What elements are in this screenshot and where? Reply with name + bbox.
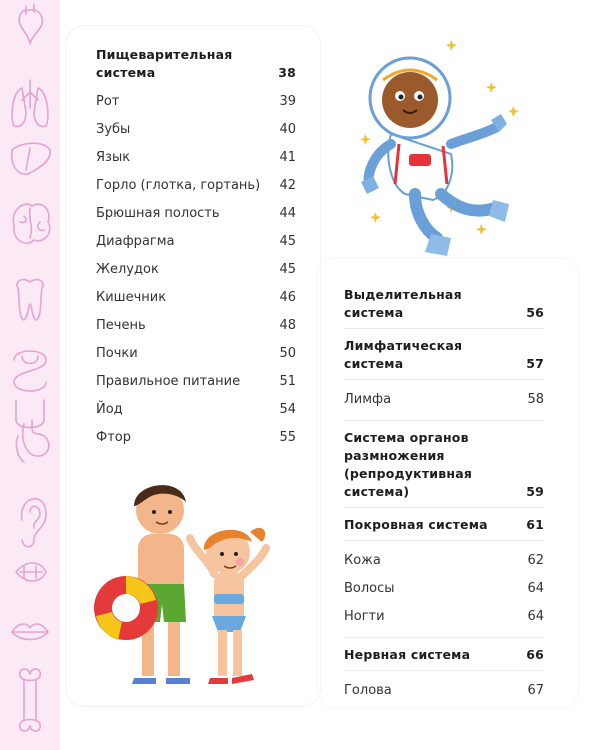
- intestine-icon: [14, 351, 46, 428]
- toc-item-title: Почки: [96, 346, 138, 361]
- toc-section-page: 59: [526, 484, 544, 499]
- toc-item-title: Йод: [96, 402, 123, 417]
- star-icon: [476, 224, 487, 235]
- toc-item[interactable]: [96, 144, 296, 172]
- toc-section-heading[interactable]: [344, 516, 544, 534]
- toc-item-page: 58: [527, 392, 544, 407]
- toc-item-title: Кожа: [344, 553, 381, 568]
- toc-item-title: Желудок: [96, 262, 159, 277]
- toc-item-page: 62: [527, 553, 544, 568]
- toc-section-title: Выделительная система: [344, 287, 462, 320]
- toc-item[interactable]: [344, 677, 544, 705]
- toc-section-title: Система органов размножения (репродуктивная система): [344, 430, 473, 499]
- toc-item-title: Ногти: [344, 609, 385, 624]
- toc-item-page: 51: [279, 374, 296, 389]
- toc-right-column: [344, 286, 544, 705]
- toc-item-title: Рот: [96, 94, 120, 109]
- lungs-icon: [12, 80, 48, 126]
- toc-item[interactable]: [96, 256, 296, 284]
- toc-section-heading[interactable]: [96, 46, 296, 82]
- toc-item-title: Печень: [96, 318, 146, 333]
- toc-section-heading[interactable]: [344, 646, 544, 664]
- toc-item[interactable]: [344, 386, 544, 414]
- toc-item-page: 64: [527, 581, 544, 596]
- toc-item-page: 39: [279, 94, 296, 109]
- toc-item-title: Голова: [344, 683, 392, 698]
- toc-item[interactable]: [96, 368, 296, 396]
- toc-divider: [344, 670, 544, 671]
- ear-icon: [22, 499, 46, 547]
- toc-item[interactable]: [96, 200, 296, 228]
- bone-icon: [20, 669, 41, 731]
- toc-section-page: 57: [526, 356, 544, 371]
- toc-item[interactable]: [96, 116, 296, 144]
- toc-item[interactable]: [96, 312, 296, 340]
- toc-item-title: Кишечник: [96, 290, 167, 305]
- toc-item-page: 44: [279, 206, 296, 221]
- toc-item-page: 54: [279, 402, 296, 417]
- liver-icon: [12, 143, 50, 174]
- brain-icon: [13, 204, 50, 243]
- toc-divider: [344, 637, 544, 638]
- toc-left-column: [96, 46, 296, 452]
- toc-item-page: 67: [527, 683, 544, 698]
- toc-section-page: 66: [526, 647, 544, 662]
- toc-item[interactable]: [344, 603, 544, 631]
- heart-icon: [19, 4, 42, 44]
- toc-item-title: Фтор: [96, 430, 131, 445]
- toc-section-page: 56: [526, 305, 544, 320]
- toc-item-title: Брюшная полость: [96, 206, 220, 221]
- children-beach-illustration: [90, 472, 290, 697]
- toc-item-title: Язык: [96, 150, 131, 165]
- toc-item-page: 48: [279, 318, 296, 333]
- toc-section-heading[interactable]: [344, 337, 544, 373]
- toc-item-page: 64: [527, 609, 544, 624]
- toc-item-page: 42: [279, 178, 296, 193]
- toc-item[interactable]: [96, 396, 296, 424]
- star-icon: [486, 82, 497, 93]
- toc-item-page: 45: [279, 262, 296, 277]
- toc-divider: [344, 507, 544, 508]
- toc-item[interactable]: [96, 228, 296, 256]
- muscle-icon: [16, 563, 46, 581]
- star-icon: [508, 106, 519, 117]
- toc-divider: [344, 328, 544, 329]
- tooth-icon: [17, 280, 43, 320]
- toc-divider: [344, 420, 544, 421]
- toc-item-title: Зубы: [96, 122, 131, 137]
- toc-item[interactable]: [96, 340, 296, 368]
- toc-item-page: 41: [279, 150, 296, 165]
- toc-section-heading[interactable]: [344, 286, 544, 322]
- toc-section-title: Пищеварительная система: [96, 47, 233, 80]
- toc-item[interactable]: [96, 88, 296, 116]
- toc-item-page: 50: [279, 346, 296, 361]
- toc-item[interactable]: [344, 547, 544, 575]
- astronaut-illustration: [355, 34, 525, 264]
- toc-item-title: Правильное питание: [96, 374, 241, 389]
- toc-item-page: 55: [279, 430, 296, 445]
- toc-section-title: Покровная система: [344, 517, 488, 532]
- star-icon: [360, 134, 371, 145]
- toc-item-page: 40: [279, 122, 296, 137]
- star-icon: [370, 212, 381, 223]
- toc-item[interactable]: [96, 424, 296, 452]
- lips-icon: [12, 624, 48, 640]
- toc-section-page: 38: [278, 65, 296, 80]
- toc-item-page: 45: [279, 234, 296, 249]
- toc-section-heading[interactable]: [344, 429, 544, 501]
- toc-divider: [344, 540, 544, 541]
- toc-item[interactable]: [344, 575, 544, 603]
- toc-item-title: Лимфа: [344, 392, 392, 407]
- toc-item[interactable]: [96, 172, 296, 200]
- toc-section-title: Нервная система: [344, 647, 471, 662]
- star-icon: [446, 40, 457, 51]
- toc-section-page: 61: [526, 517, 544, 532]
- toc-item-title: Волосы: [344, 581, 395, 596]
- decorative-strip: [0, 0, 60, 750]
- toc-section-title: Лимфатическая система: [344, 338, 463, 371]
- toc-item-title: Диафрагма: [96, 234, 175, 249]
- toc-item[interactable]: [96, 284, 296, 312]
- toc-divider: [344, 379, 544, 380]
- toc-item-page: 46: [279, 290, 296, 305]
- toc-item-title: Горло (глотка, гортань): [96, 178, 261, 193]
